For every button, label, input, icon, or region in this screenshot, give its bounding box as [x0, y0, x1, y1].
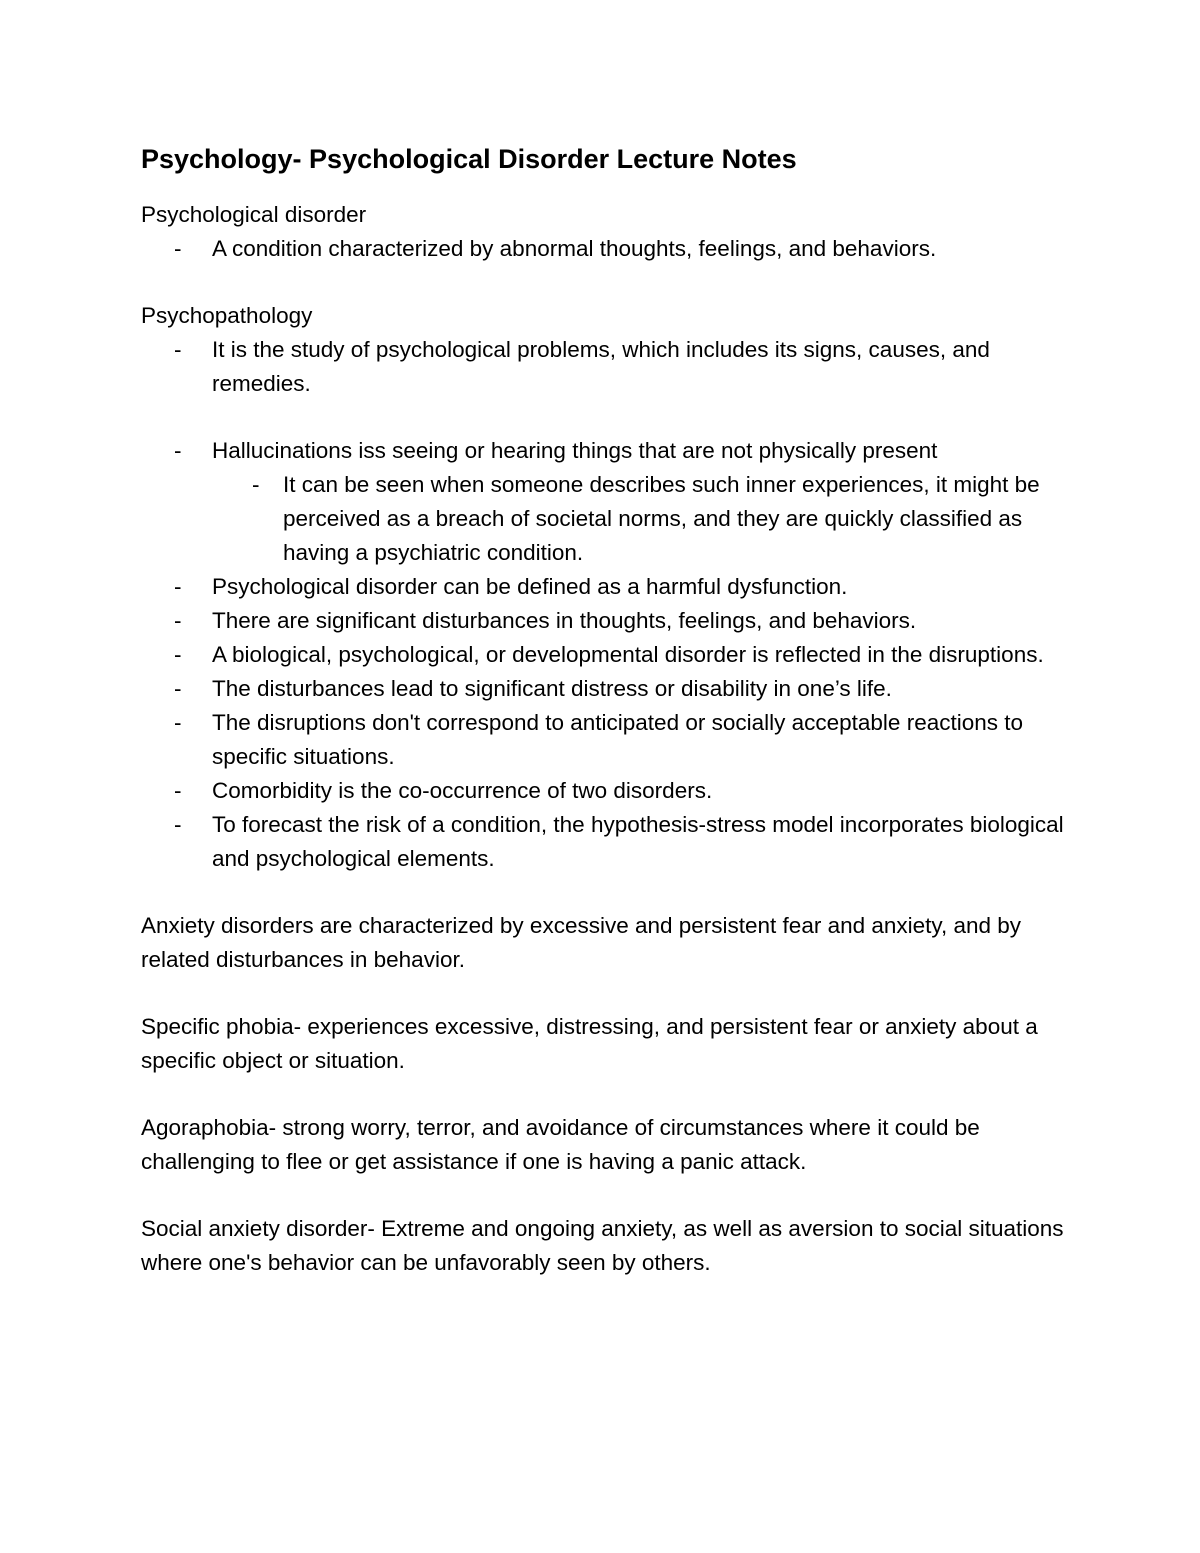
list-item [141, 434, 1071, 570]
paragraph-agoraphobia: Agoraphobia- strong worry, terror, and avoidance of circumstances where it could be challenging to flee or get assistance if one is having a panic attack. [141, 1115, 980, 1174]
bullet-list [141, 333, 1071, 401]
list-item: - Comorbidity is the co-occurrence of two disorders. [141, 774, 1071, 808]
paragraph-anxiety-disorders: Anxiety disorders are characterized by excessive and persistent fear and anxiety, and by related disturbances in behavior. [141, 913, 1022, 972]
list-item: - Psychological disorder can be defined as a harmful dysfunction. [141, 570, 1071, 604]
bullet-list [141, 434, 1071, 876]
list-item-text: Hallucinations iss seeing or hearing things that are not physically present [212, 438, 938, 463]
section-heading-psychological-disorder: Psychological disorder [141, 202, 367, 227]
page-title: Psychology- Psychological Disorder Lecture Notes [141, 144, 797, 174]
paragraph-specific-phobia: Specific phobia- experiences excessive, distressing, and persistent fear or anxiety about a specific object or situation. [141, 1014, 1038, 1073]
section-heading-psychopathology: Psychopathology [141, 303, 313, 328]
list-item: - The disruptions don't correspond to anticipated or socially acceptable reactions to specific situations. [141, 706, 1071, 774]
list-item: - A biological, psychological, or developmental disorder is reflected in the disruptions. [141, 638, 1071, 672]
nested-bullet-list [212, 468, 1071, 570]
list-item: - A condition characterized by abnormal thoughts, feelings, and behaviors. [141, 232, 1071, 266]
list-item: - There are significant disturbances in thoughts, feelings, and behaviors. [141, 604, 1071, 638]
nested-list-item: - It can be seen when someone describes such inner experiences, it might be perceived as a breach of societal norms, and they are quickly classified as having a psychiatric condition. [212, 468, 1071, 570]
bullet-list [141, 232, 1071, 266]
document-page [141, 140, 1071, 1280]
list-item: - To forecast the risk of a condition, the hypothesis-stress model incorporates biological and psychological elements. [141, 808, 1071, 876]
list-item: - The disturbances lead to significant distress or disability in one’s life. [141, 672, 1071, 706]
paragraph-social-anxiety: Social anxiety disorder- Extreme and ongoing anxiety, as well as aversion to social situations where one's behavior can be unfavorably seen by others. [141, 1216, 1064, 1275]
list-item: - It is the study of psychological problems, which includes its signs, causes, and remedies. [141, 333, 1071, 401]
